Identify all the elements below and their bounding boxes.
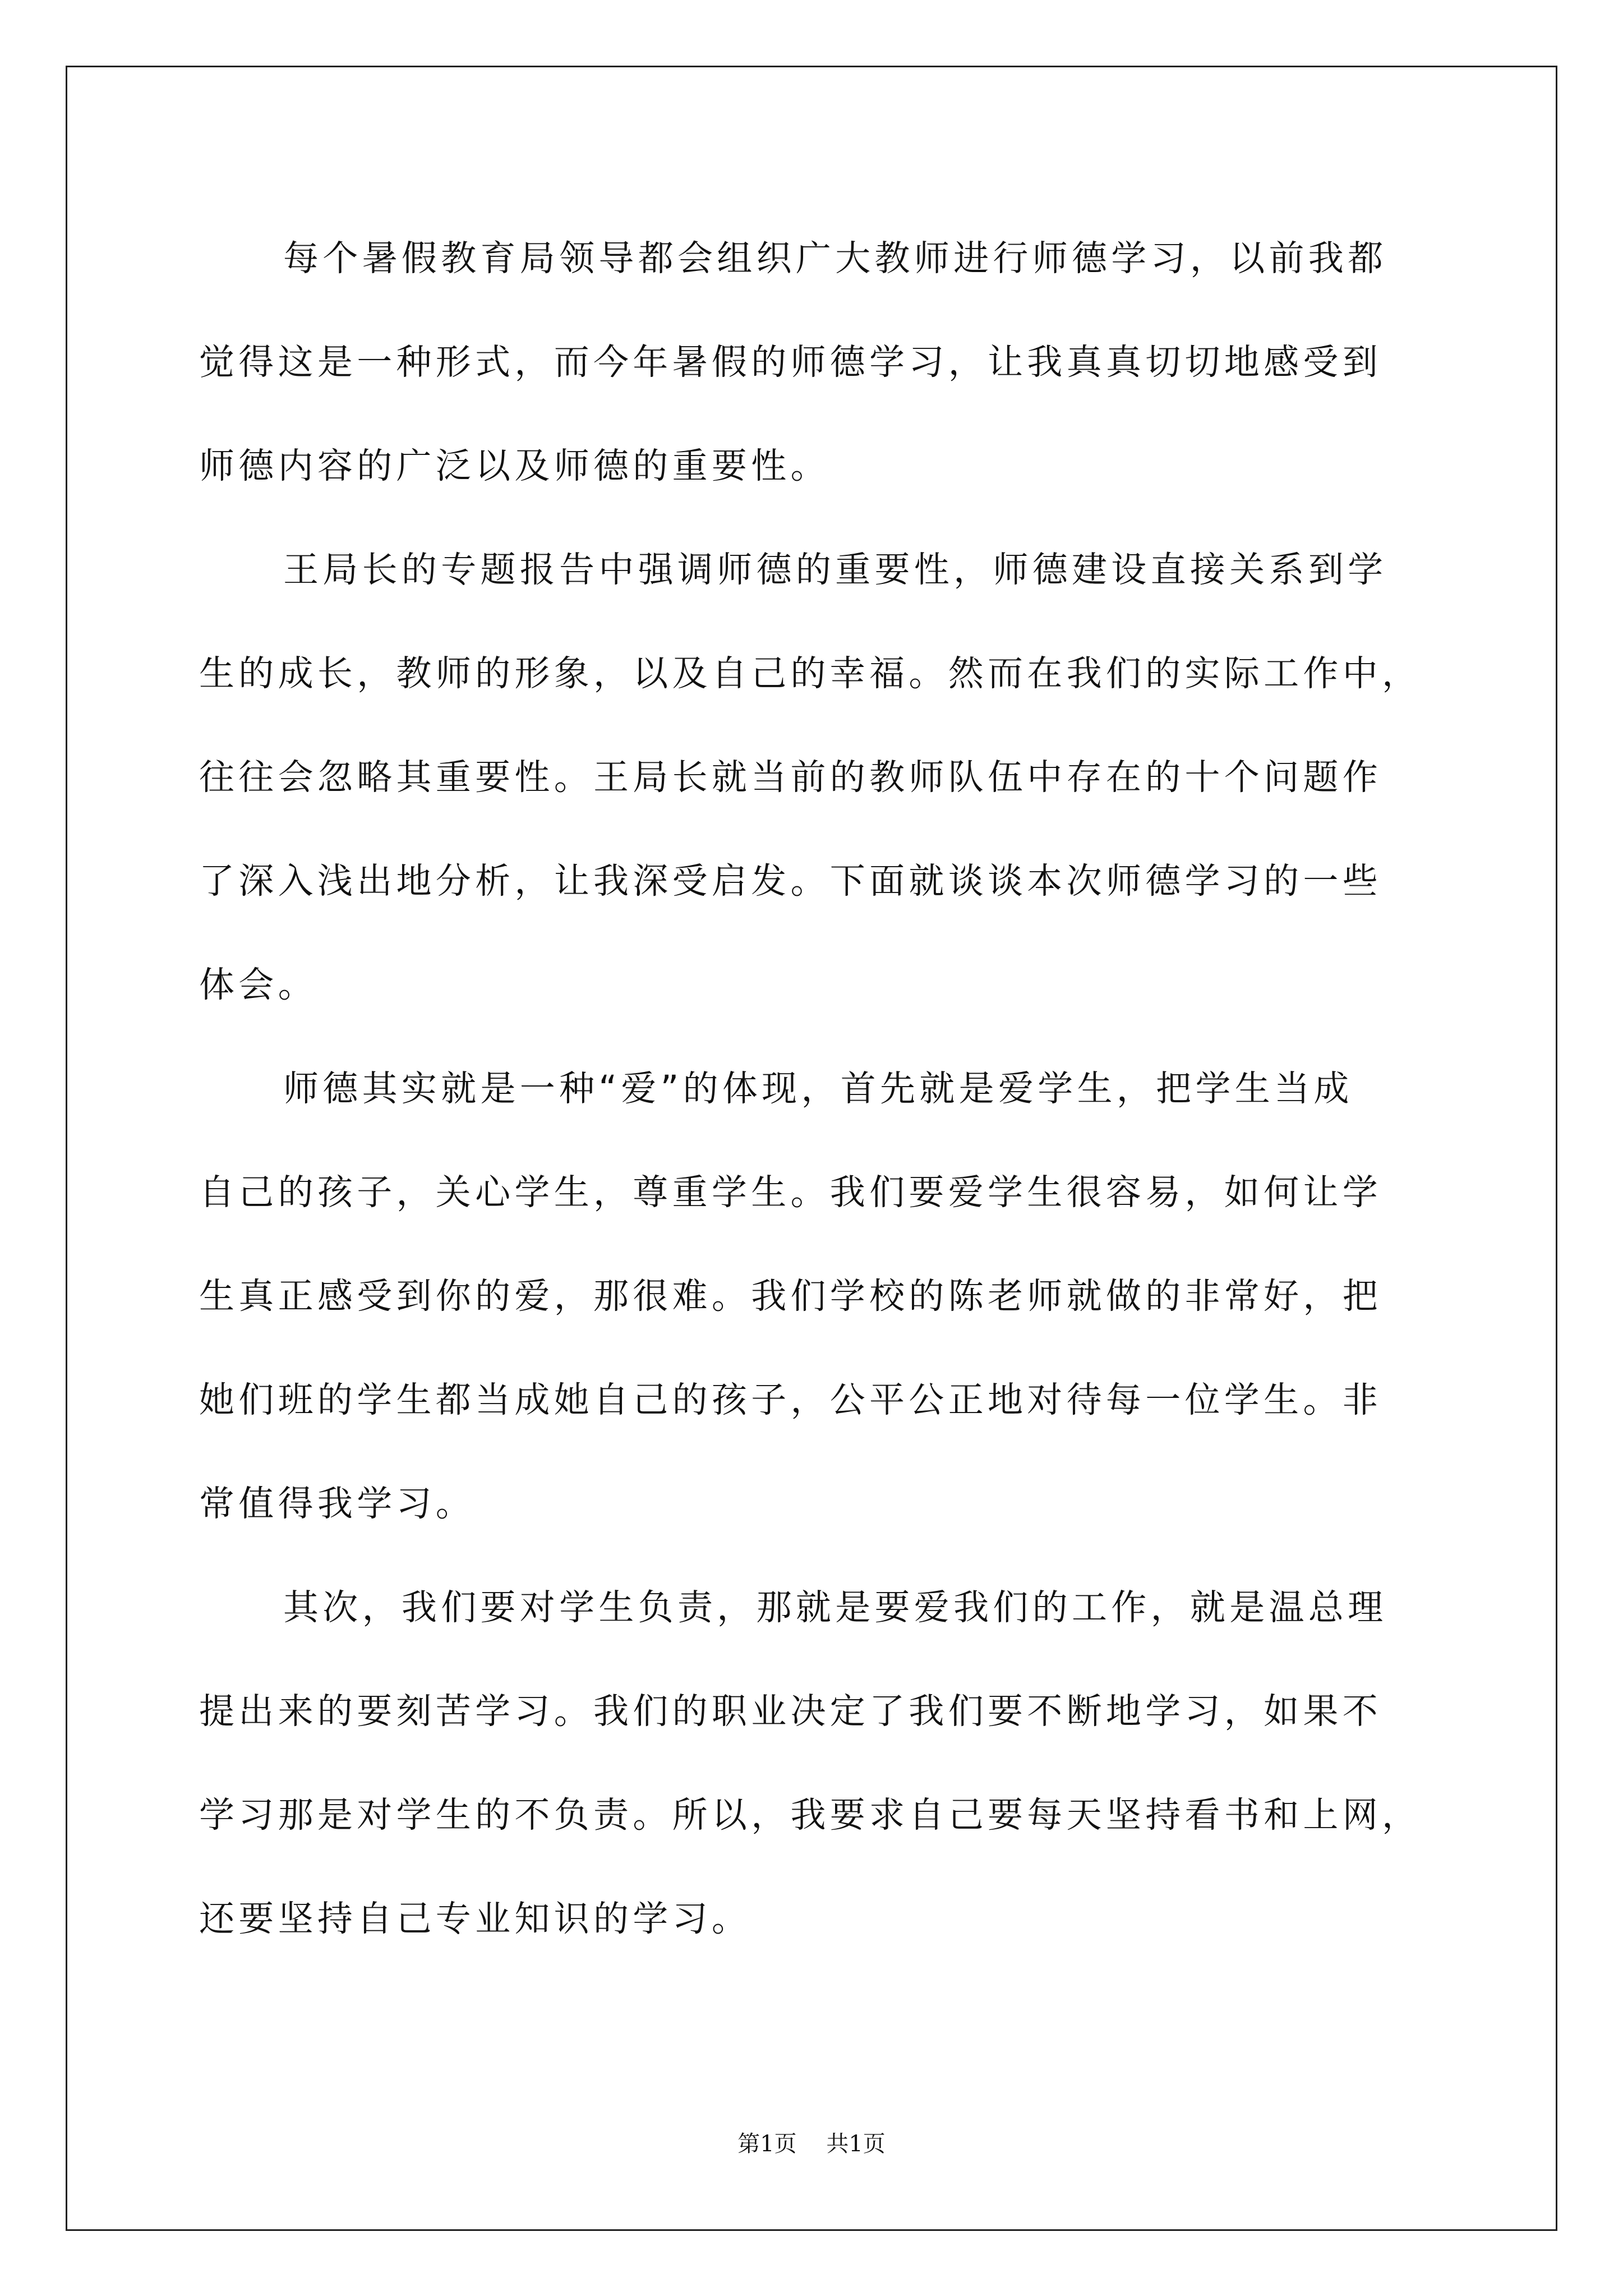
page-number: 第1页 bbox=[737, 2131, 797, 2157]
paragraph-line: 学习那是对学生的不负责。所以，我要求自己要每天坚持看书和上网， bbox=[199, 1795, 1422, 1835]
page-total: 共1页 bbox=[826, 2131, 886, 2157]
paragraph-line: 其次，我们要对学生负责，那就是要爱我们的工作，就是温总理 bbox=[283, 1587, 1387, 1628]
paragraph-4 bbox=[199, 1556, 1433, 1971]
paragraph-line: 生的成长，教师的形象，以及自己的幸福。然而在我们的实际工作中， bbox=[199, 653, 1422, 694]
paragraph-line: 常值得我学习。 bbox=[199, 1483, 476, 1524]
paragraph-line: 往往会忽略其重要性。王局长就当前的教师队伍中存在的十个问题作 bbox=[199, 757, 1382, 798]
paragraph-line: 生真正感受到你的爱，那很难。我们学校的陈老师就做的非常好，把 bbox=[199, 1276, 1382, 1317]
document-body bbox=[199, 206, 1433, 1971]
paragraph-line: 提出来的要刻苦学习。我们的职业决定了我们要不断地学习，如果不 bbox=[199, 1691, 1382, 1732]
paragraph-2 bbox=[199, 518, 1433, 1037]
paragraph-line: 师德内容的广泛以及师德的重要性。 bbox=[199, 445, 830, 486]
page-footer bbox=[0, 2126, 1623, 2158]
paragraph-line: 体会。 bbox=[199, 964, 317, 1005]
paragraph-line: 每个暑假教育局领导都会组织广大教师进行师德学习，以前我都 bbox=[283, 238, 1387, 279]
paragraph-line: 师德其实就是一种“爱”的体现，首先就是爱学生，把学生当成 bbox=[283, 1068, 1353, 1109]
paragraph-line: 觉得这是一种形式，而今年暑假的师德学习，让我真真切切地感受到 bbox=[199, 342, 1382, 383]
paragraph-3 bbox=[199, 1037, 1433, 1556]
paragraph-line: 她们班的学生都当成她自己的孩子，公平公正地对待每一位学生。非 bbox=[199, 1379, 1382, 1420]
paragraph-line: 还要坚持自己专业知识的学习。 bbox=[199, 1898, 751, 1939]
paragraph-line: 王局长的专题报告中强调师德的重要性，师德建设直接关系到学 bbox=[283, 549, 1387, 590]
paragraph-line: 了深入浅出地分析，让我深受启发。下面就谈谈本次师德学习的一些 bbox=[199, 861, 1382, 901]
paragraph-1 bbox=[199, 206, 1433, 518]
paragraph-line: 自己的孩子，关心学生，尊重学生。我们要爱学生很容易，如何让学 bbox=[199, 1172, 1382, 1213]
